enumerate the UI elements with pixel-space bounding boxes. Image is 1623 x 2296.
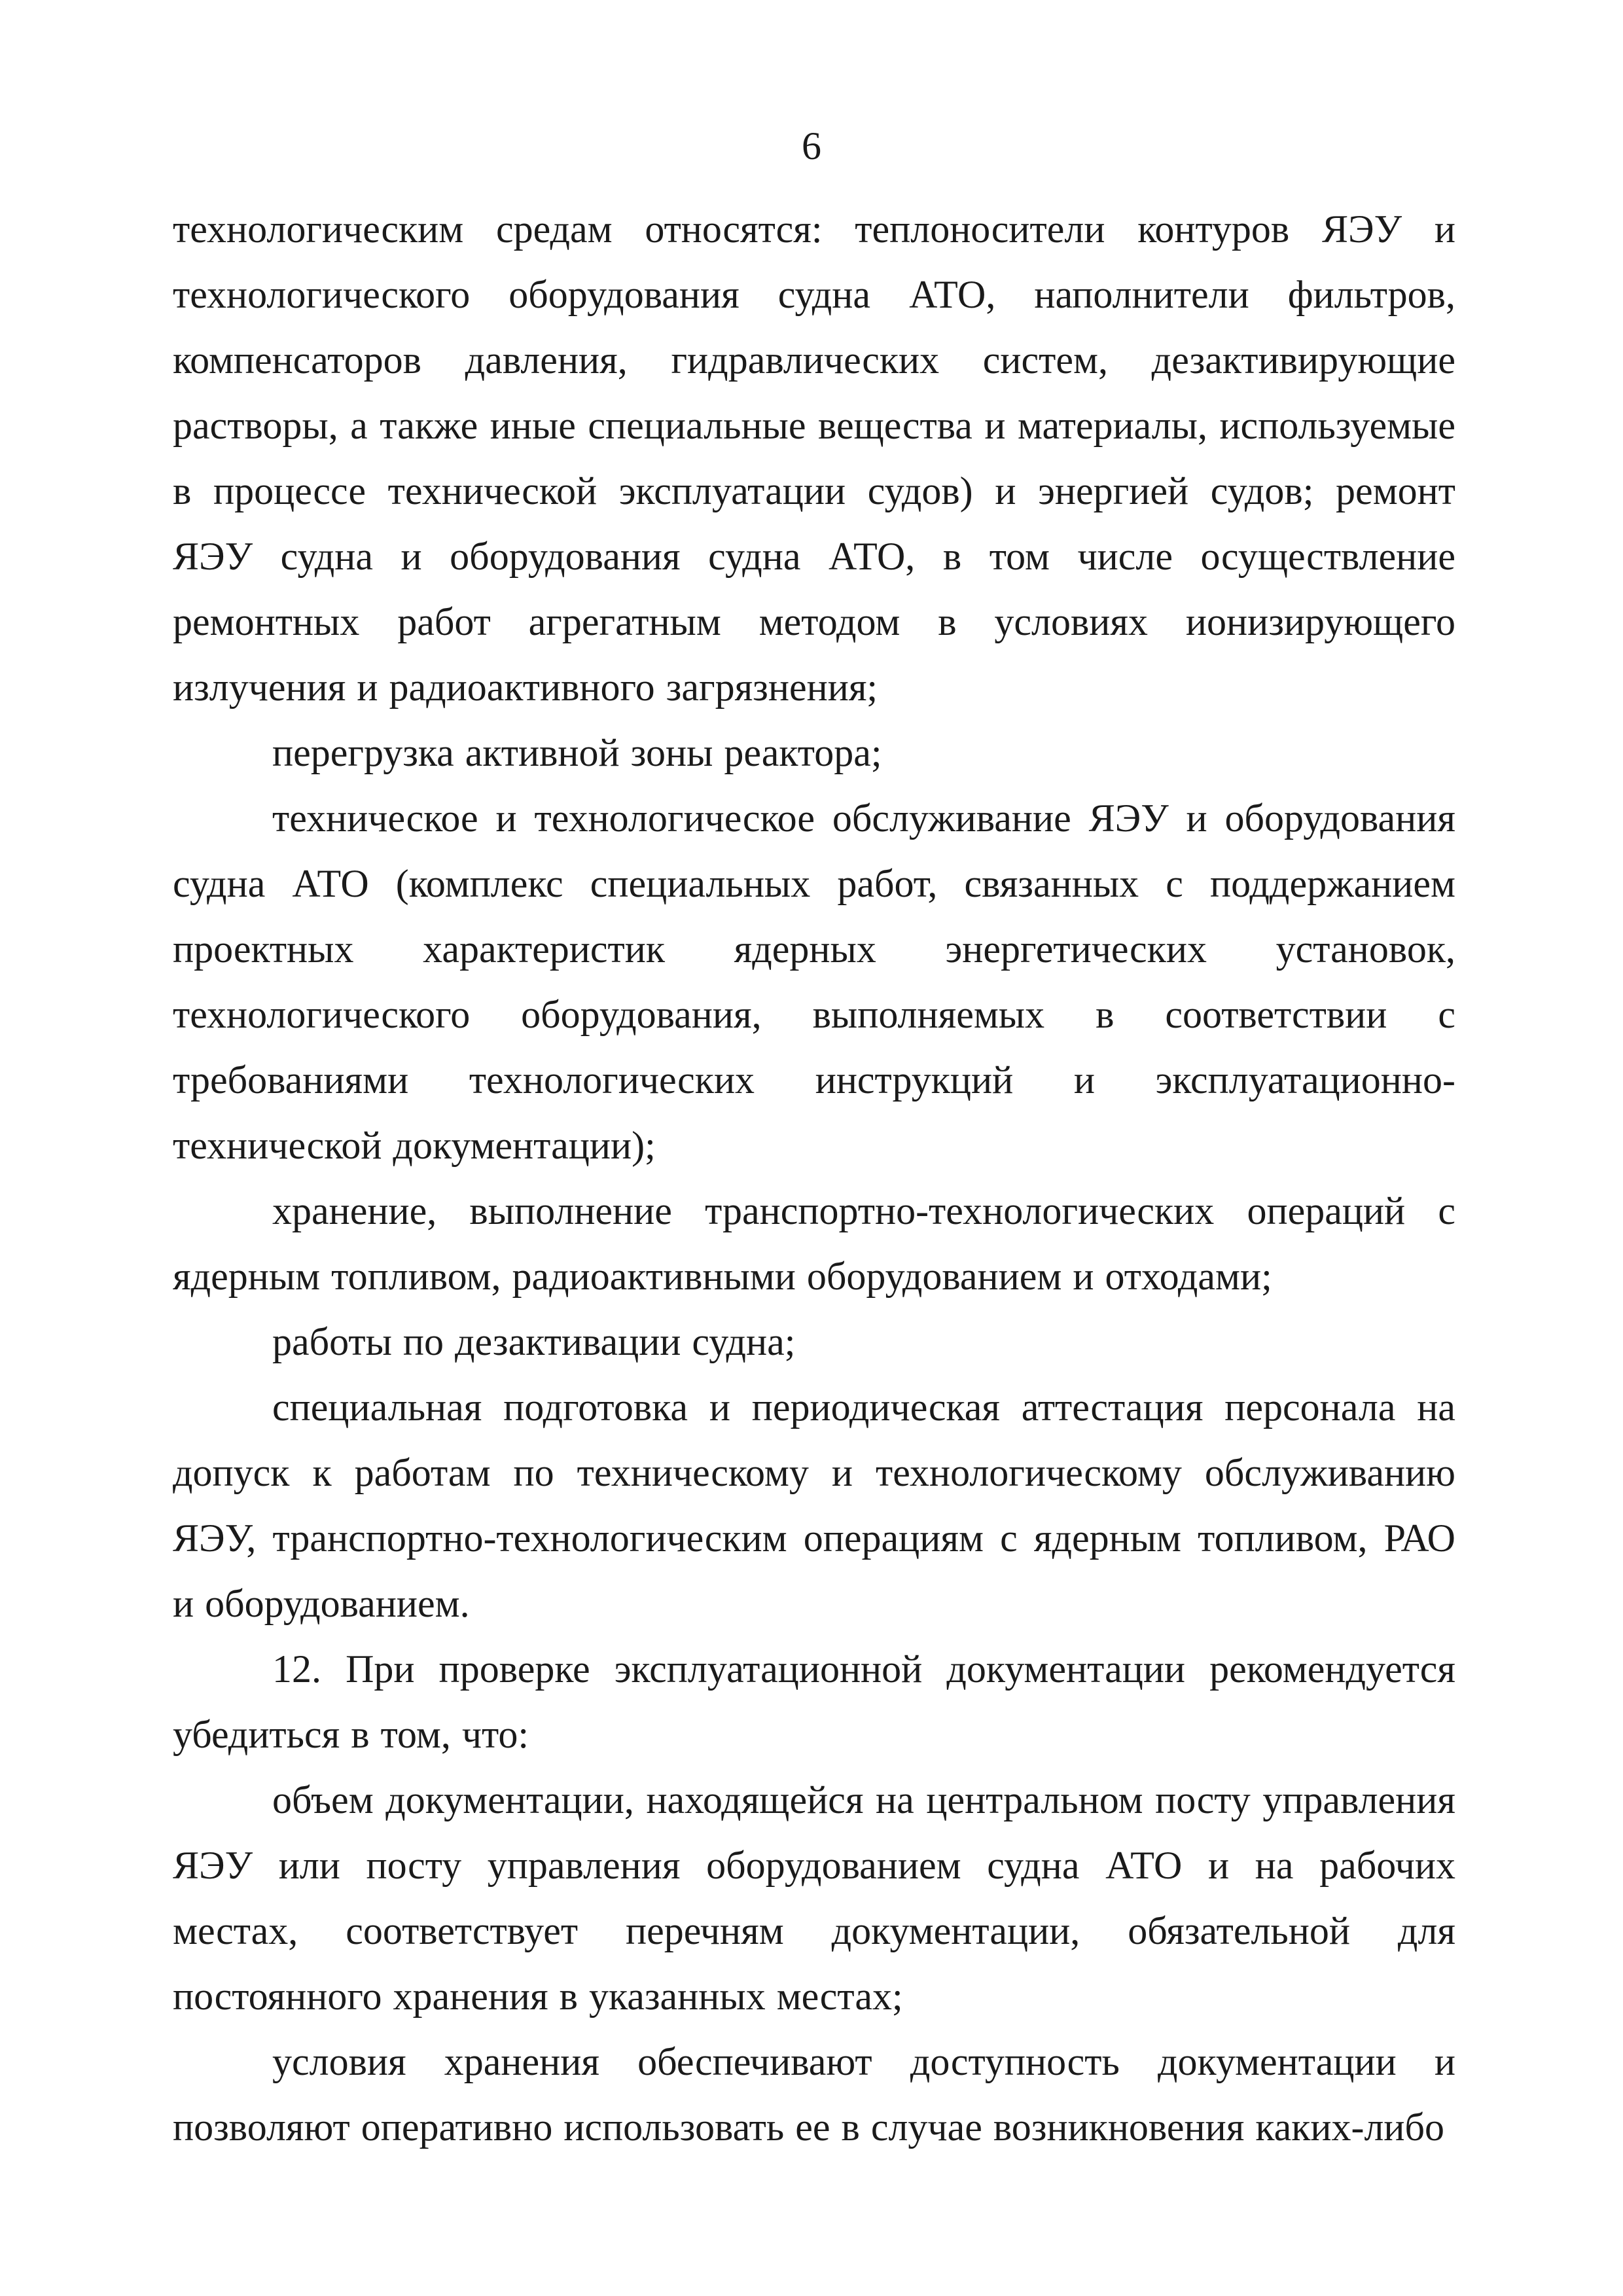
paragraph-decontamination: работы по дезактивации судна; <box>272 1320 796 1363</box>
paragraph-maintenance: техническое и технологическое обслуживание ЯЭУ и оборудования судна АТО (комплекс специальных работ, связанных с поддержанием проектных характеристик ядерных энергетических установок, технологического оборудования, выполняемых в соответствии с требованиями технологических инструкций и эксплуатационно-технической документации); <box>173 797 1455 1167</box>
paragraph-item-12: 12. При проверке эксплуатационной документации рекомендуется убедиться в том, что: <box>173 1647 1455 1756</box>
paragraph-personnel-training: специальная подготовка и периодическая аттестация персонала на допуск к работам по техническому и технологическому обслуживанию ЯЭУ, транспортно-технологическим операциям с ядерным топливом, РАО и оборудованием. <box>173 1386 1455 1625</box>
page-number: 6 <box>802 124 821 168</box>
document-body <box>173 196 1455 2160</box>
paragraph-storage-conditions: условия хранения обеспечивают доступность документации и позволяют оперативно использовать ее в случае возникновения каких-либо <box>173 2040 1455 2149</box>
paragraph-storage-operations: хранение, выполнение транспортно-технологических операций с ядерным топливом, радиоактивными оборудованием и отходами; <box>173 1189 1455 1298</box>
paragraph-continuation: технологическим средам относятся: теплоносители контуров ЯЭУ и технологического оборудования судна АТО, наполнители фильтров, компенсаторов давления, гидравлических систем, дезактивирующие растворы, а также иные специальные вещества и материалы, используемые в процессе технической эксплуатации судов) и энергией судов; ремонт ЯЭУ судна и оборудования судна АТО, в том числе осуществление ремонтных работ агрегатным методом в условиях ионизирующего излучения и радиоактивного загрязнения; <box>173 207 1455 709</box>
paragraph-documentation-volume: объем документации, находящейся на центральном посту управления ЯЭУ или посту управления оборудованием судна АТО и на рабочих местах, соответствует перечням документации, обязательной для постоянного хранения в указанных местах; <box>173 1778 1455 2018</box>
paragraph-core-reload: перегрузка активной зоны реактора; <box>272 731 882 774</box>
